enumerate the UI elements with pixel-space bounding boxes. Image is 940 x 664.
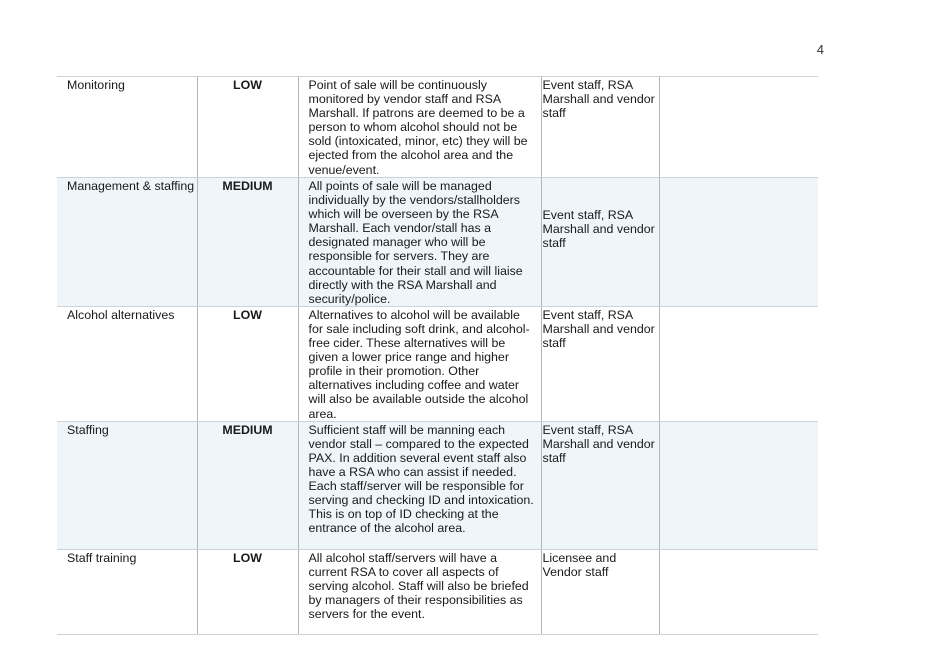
responsibility-cell: Licensee and Vendor staff [541, 549, 659, 634]
responsibility-cell: Event staff, RSA Marshall and vendor staff [541, 306, 659, 421]
risk-factor-cell: Staffing [57, 421, 197, 549]
table-row [57, 77, 818, 178]
control-measure-cell: Point of sale will be continuously monitored by vendor staff and RSA Marshall. If patrons are deemed to be a person to whom alcohol should not be sold (intoxicated, minor, etc) they will be ejected from the alcohol area and the venue/event. [298, 77, 541, 178]
empty-cell [659, 306, 818, 421]
risk-level-cell: MEDIUM [197, 421, 298, 549]
control-measure-cell: All alcohol staff/servers will have a current RSA to cover all aspects of serving alcohol. Staff will also be briefed by managers of their responsibilities as servers for the event. [298, 549, 541, 634]
table-row [57, 421, 818, 549]
risk-factor-cell: Monitoring [57, 77, 197, 178]
risk-level-cell: LOW [197, 77, 298, 178]
empty-cell [659, 178, 818, 307]
empty-cell [659, 549, 818, 634]
control-measure-cell: Sufficient staff will be manning each vendor stall – compared to the expected PAX. In addition several event staff also have a RSA who can assist if needed. Each staff/server will be responsible for serving and checking ID and intoxication. This is on top of ID checking at the entrance of the alcohol area. [298, 421, 541, 549]
page-number: 4 [816, 42, 824, 57]
risk-table [57, 76, 818, 635]
risk-factor-cell: Staff training [57, 549, 197, 634]
risk-level-cell: LOW [197, 549, 298, 634]
responsibility-cell: Event staff, RSA Marshall and vendor staff [541, 77, 659, 178]
risk-factor-cell: Alcohol alternatives [57, 306, 197, 421]
risk-level-cell: LOW [197, 306, 298, 421]
empty-cell [659, 77, 818, 178]
responsibility-cell: Event staff, RSA Marshall and vendor staff [541, 178, 659, 307]
table-row [57, 549, 818, 634]
empty-cell [659, 421, 818, 549]
risk-level-cell: MEDIUM [197, 178, 298, 307]
risk-factor-cell: Management & staffing [57, 178, 197, 307]
table-row [57, 306, 818, 421]
control-measure-cell: All points of sale will be managed individually by the vendors/stallholders which will be overseen by the RSA Marshall. Each vendor/stall has a designated manager who will be responsible for servers. They are accountable for their stall and will liaise directly with the RSA Marshall and security/police. [298, 178, 541, 307]
responsibility-cell: Event staff, RSA Marshall and vendor staff [541, 421, 659, 549]
table-row [57, 178, 818, 307]
control-measure-cell: Alternatives to alcohol will be available for sale including soft drink, and alcohol-free cider. These alternatives will be given a lower price range and higher profile in their promotion. Other alternatives including coffee and water will also be available outside the alcohol area. [298, 306, 541, 421]
